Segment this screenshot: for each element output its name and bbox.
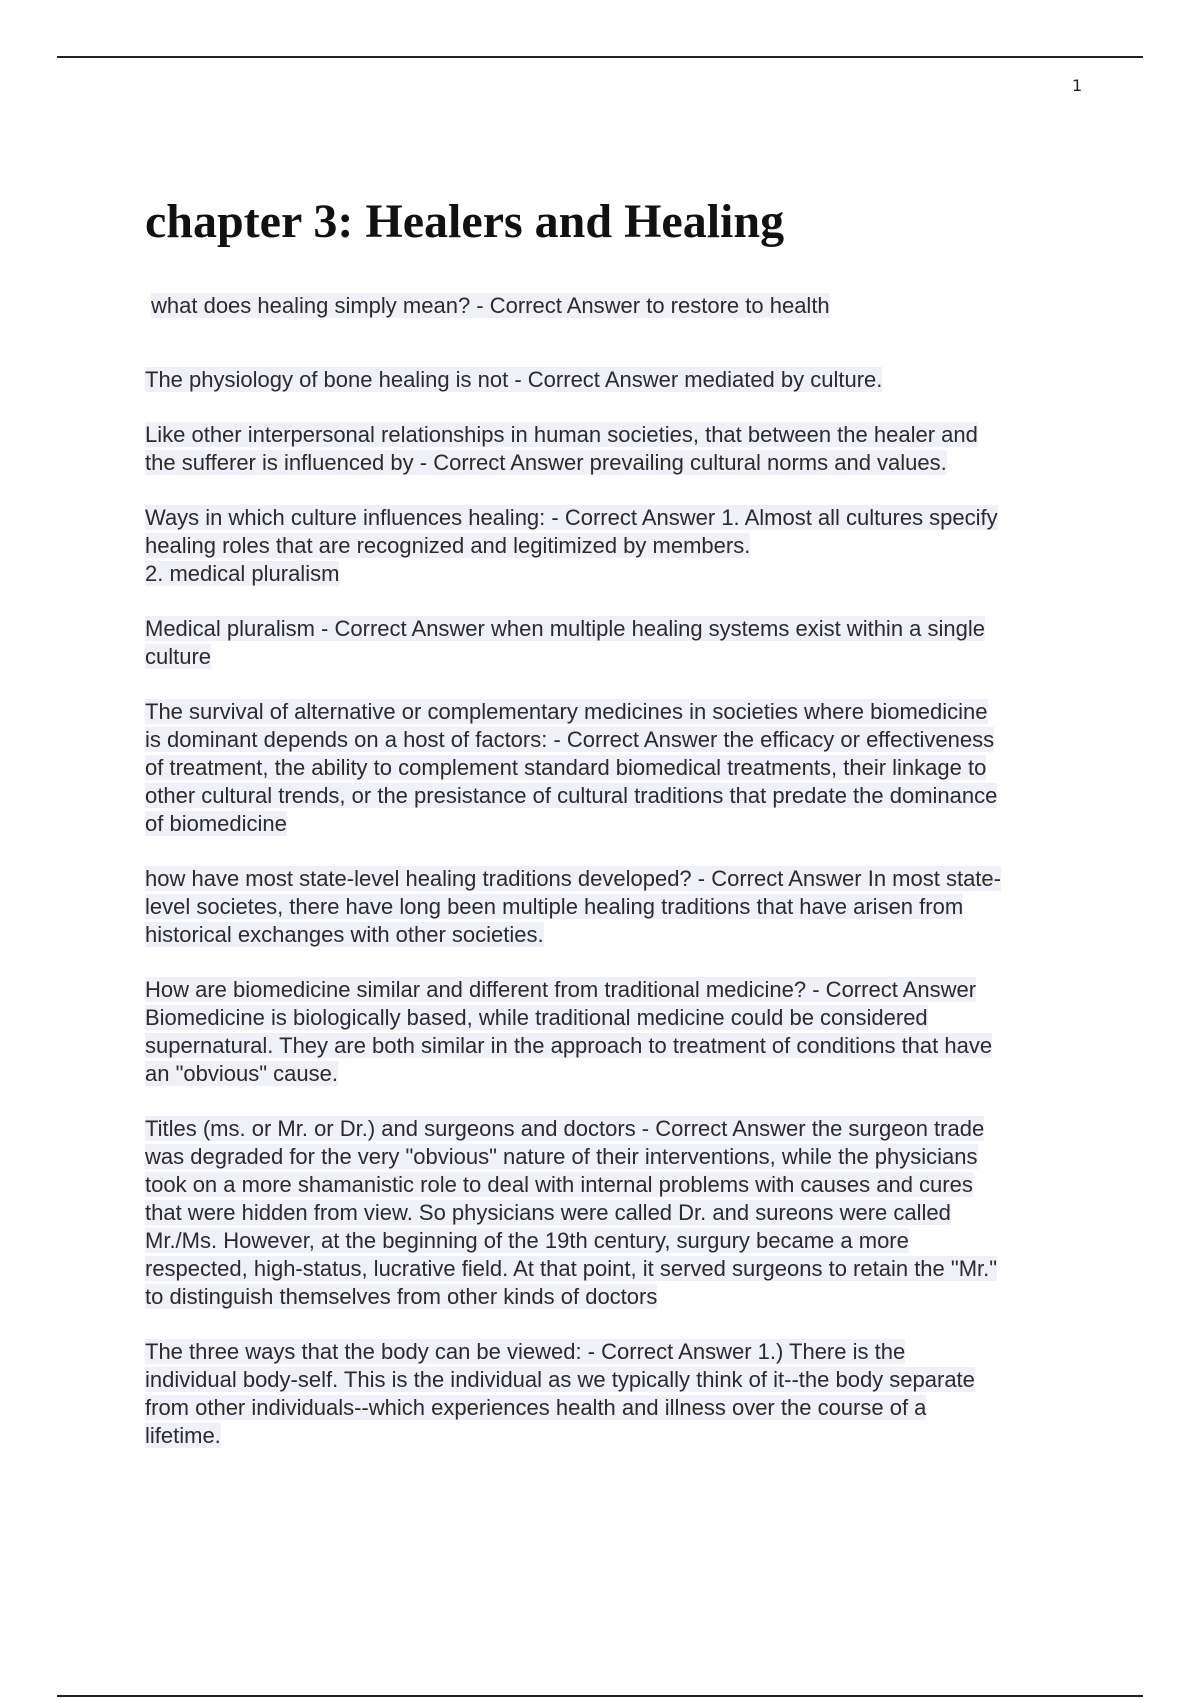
qa-item bbox=[145, 865, 1095, 949]
page-number: 1 bbox=[1072, 76, 1083, 95]
qa-item-text: Medical pluralism - Correct Answer when multiple healing systems exist within a single culture bbox=[145, 616, 985, 669]
qa-item-text: How are biomedicine similar and different from traditional medicine? - Correct Answer Biomedicine is biologically based, while traditional medicine could be considered supernatural. They are both similar in the approach to treatment of conditions that have an "obvious" cause. bbox=[145, 977, 993, 1086]
qa-item bbox=[145, 615, 1095, 671]
footer-rule bbox=[57, 1695, 1143, 1697]
qa-list bbox=[145, 292, 1095, 1477]
qa-item-text: Ways in which culture influences healing: - Correct Answer 1. Almost all cultures specify healing roles that are recognized and legitimized by members. 2. medical pluralism bbox=[145, 505, 998, 586]
qa-item bbox=[145, 698, 1095, 838]
qa-item-text: The three ways that the body can be viewed: - Correct Answer 1.) There is the individual body-self. This is the individual as we typically think of it--the body separate from other individuals--which experiences health and illness over the course of a lifetime. bbox=[145, 1339, 975, 1448]
qa-item-text: The physiology of bone healing is not - Correct Answer mediated by culture. bbox=[145, 367, 883, 392]
header-rule bbox=[57, 56, 1143, 58]
qa-item-text: The survival of alternative or complementary medicines in societies where biomedicine is dominant depends on a host of factors: - Correct Answer the efficacy or effectiveness of treatment, the ability to complement standard biomedical treatments, their linkage to other cultural trends, or the presistance of cultural traditions that predate the dominance of biomedicine bbox=[145, 699, 998, 836]
qa-item bbox=[145, 1115, 1095, 1311]
qa-item bbox=[145, 1338, 1095, 1450]
qa-item-text: Like other interpersonal relationships in human societies, that between the healer and the sufferer is influenced by - Correct Answer prevailing cultural norms and values. bbox=[145, 422, 978, 475]
qa-item-text: what does healing simply mean? - Correct Answer to restore to health bbox=[151, 293, 830, 318]
qa-item bbox=[145, 421, 1095, 477]
qa-item-text: how have most state-level healing traditions developed? - Correct Answer In most state- level societes, there have long been multiple healing traditions that have arisen from historical exchanges with other societies. bbox=[145, 866, 1001, 947]
qa-item bbox=[145, 504, 1095, 588]
page-title: chapter 3: Healers and Healing bbox=[145, 195, 785, 248]
qa-item bbox=[145, 976, 1095, 1088]
qa-item bbox=[145, 292, 1095, 320]
qa-item bbox=[145, 366, 1095, 394]
qa-item-text: Titles (ms. or Mr. or Dr.) and surgeons and doctors - Correct Answer the surgeon trade was degraded for the very "obvious" nature of their interventions, while the physicians took on a more shamanistic role to deal with internal problems with causes and cures that were hidden from view. So physicians were called Dr. and sureons were called Mr./Ms. However, at the beginning of the 19th century, surgury became a more respected, high-status, lucrative field. At that point, it served surgeons to retain the "Mr." to distinguish themselves from other kinds of doctors bbox=[145, 1116, 998, 1309]
